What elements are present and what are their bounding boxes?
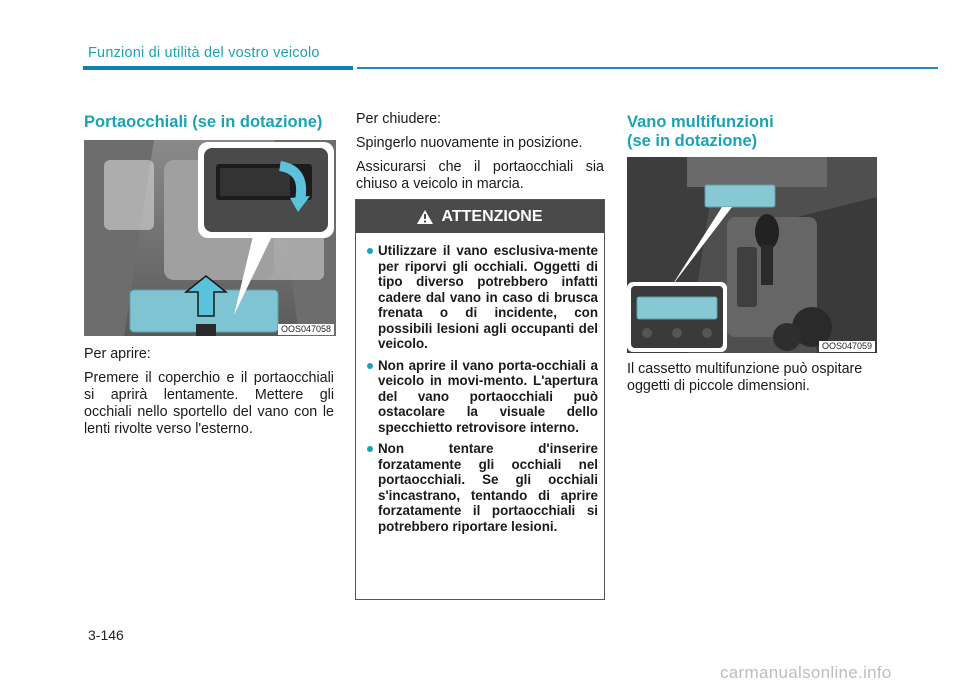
figure-code: OOS047058 <box>278 324 334 335</box>
storage-figure <box>627 157 877 353</box>
storage-heading <box>627 113 774 151</box>
watermark: carmanualsonline.info <box>720 663 892 682</box>
warning-list <box>356 233 604 534</box>
middle-body-text <box>356 111 604 200</box>
warning-item: Non tentare d'inserire forzatamente gli occhiali nel portaocchiali. Se gli occhiali s'incastrano, tentando di aprire forzatamente il portaocchiali si potrebbero riportare lesioni. <box>378 441 598 534</box>
figure-code: OOS047059 <box>819 341 875 352</box>
warning-title: ATTENZIONE <box>441 207 543 225</box>
warning-box <box>355 199 605 600</box>
storage-description <box>627 361 877 402</box>
open-label: Per aprire: <box>84 346 151 362</box>
glasses-holder-heading: Portaocchiali (se in dotazione) <box>84 113 323 131</box>
storage-illustration <box>627 157 877 353</box>
left-body-text <box>84 346 334 445</box>
warning-item: Non aprire il vano porta-occhiali a veicolo in movi-mento. L'apertura del vano portaocchiali può ostacolare la visuale dello specchietto retrovisore interno. <box>378 357 598 435</box>
storage-heading-line1: Vano multifunzioni <box>627 113 774 131</box>
header-rule <box>357 67 938 69</box>
close-note: Assicurarsi che il portaocchiali sia chiuso a veicolo in marcia. <box>356 159 604 192</box>
warning-item: Utilizzare il vano esclusiva-mente per riporvi gli occhiali. Oggetti di tipo diverso potrebbero infatti cadere dal vano in caso di brusca frenata o di incidente, con possibili lesioni agli occupanti del veicolo. <box>378 243 598 351</box>
storage-paragraph: Il cassetto multifunzione può ospitare oggetti di piccole dimensioni. <box>627 361 863 394</box>
close-label: Per chiudere: <box>356 111 442 127</box>
page-number: 3-146 <box>88 627 124 643</box>
warning-triangle-icon <box>417 210 433 224</box>
open-instructions: Premere il coperchio e il portaocchiali si aprirà lentamente. Mettere gli occhiali nello sportello del vano con le lenti rivolte verso l'esterno. <box>84 370 334 437</box>
warning-header <box>356 200 604 233</box>
glasses-holder-illustration <box>84 140 336 336</box>
section-title: Funzioni di utilità del vostro veicolo <box>88 45 320 61</box>
close-instruction: Spingerlo nuovamente in posizione. <box>356 135 583 151</box>
header-accent-bar <box>83 66 353 70</box>
storage-heading-line2: (se in dotazione) <box>627 132 758 150</box>
glasses-holder-figure <box>84 140 336 336</box>
